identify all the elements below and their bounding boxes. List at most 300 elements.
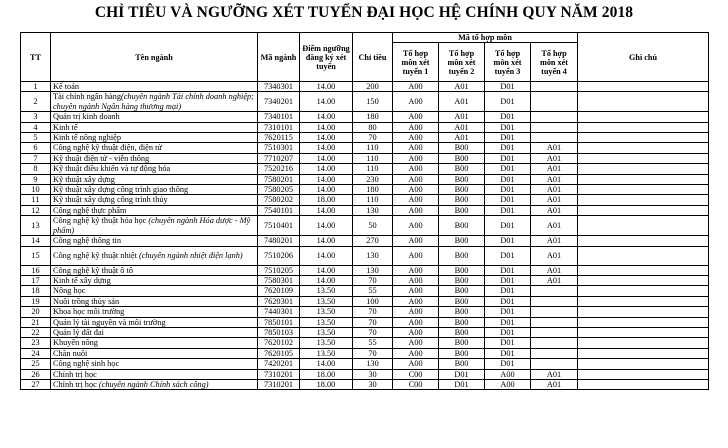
row-ma-nganh: 7540101 bbox=[258, 205, 300, 215]
row-ten-nganh bbox=[51, 369, 258, 379]
header-to-hop-4: Tổ hợp môn xét tuyển 4 bbox=[531, 43, 578, 82]
row-tt: 22 bbox=[21, 327, 51, 337]
table-row bbox=[21, 286, 709, 296]
major-name: Kỹ thuật xây dựng bbox=[53, 174, 115, 184]
row-to-hop-3: D01 bbox=[485, 153, 531, 163]
row-tt: 7 bbox=[21, 153, 51, 163]
major-note: (chuyên ngành Chính sách công) bbox=[98, 379, 209, 389]
row-ghi-chu bbox=[578, 296, 709, 306]
row-tt: 19 bbox=[21, 296, 51, 306]
row-diem-nguong: 13.50 bbox=[300, 327, 353, 337]
row-chi-tieu: 110 bbox=[353, 164, 393, 174]
row-to-hop-1: A00 bbox=[393, 153, 439, 163]
row-ghi-chu bbox=[578, 317, 709, 327]
row-to-hop-4 bbox=[531, 286, 578, 296]
row-tt: 4 bbox=[21, 122, 51, 132]
row-ten-nganh bbox=[51, 317, 258, 327]
row-ma-nganh: 7420201 bbox=[258, 359, 300, 369]
row-ghi-chu bbox=[578, 174, 709, 184]
major-note: (chuyên ngành Tài chính doanh nghiệp; chuyên ngành Ngân hàng thương mại) bbox=[53, 92, 254, 111]
row-ghi-chu bbox=[578, 286, 709, 296]
row-to-hop-3: A00 bbox=[485, 369, 531, 379]
row-ghi-chu bbox=[578, 153, 709, 163]
row-to-hop-2: B00 bbox=[439, 348, 485, 358]
major-name: Kỹ thuật điện tử - viễn thông bbox=[53, 153, 150, 163]
header-to-hop-1: Tổ hợp môn xét tuyển 1 bbox=[393, 43, 439, 82]
row-to-hop-4: A01 bbox=[531, 246, 578, 265]
row-ten-nganh bbox=[51, 307, 258, 317]
row-tt: 25 bbox=[21, 359, 51, 369]
row-diem-nguong: 14.00 bbox=[300, 92, 353, 112]
row-ten-nganh bbox=[51, 296, 258, 306]
row-tt: 12 bbox=[21, 205, 51, 215]
row-diem-nguong: 18.00 bbox=[300, 195, 353, 205]
row-to-hop-1: A00 bbox=[393, 143, 439, 153]
major-name: Khoa học môi trường bbox=[53, 307, 125, 317]
table-row bbox=[21, 275, 709, 285]
row-ma-nganh: 7480201 bbox=[258, 236, 300, 246]
row-to-hop-1: A00 bbox=[393, 307, 439, 317]
table-row bbox=[21, 205, 709, 215]
row-ghi-chu bbox=[578, 348, 709, 358]
table-body bbox=[21, 82, 709, 390]
row-ten-nganh bbox=[51, 174, 258, 184]
row-to-hop-4: A01 bbox=[531, 236, 578, 246]
row-diem-nguong: 14.00 bbox=[300, 112, 353, 122]
row-to-hop-4 bbox=[531, 112, 578, 122]
table-row bbox=[21, 327, 709, 337]
row-to-hop-4: A01 bbox=[531, 275, 578, 285]
admission-table bbox=[20, 32, 709, 390]
row-to-hop-2: B00 bbox=[439, 359, 485, 369]
row-ghi-chu bbox=[578, 143, 709, 153]
row-ma-nganh: 7510301 bbox=[258, 143, 300, 153]
row-to-hop-1: A00 bbox=[393, 286, 439, 296]
row-ma-nganh: 7850101 bbox=[258, 317, 300, 327]
row-ten-nganh bbox=[51, 359, 258, 369]
row-to-hop-4 bbox=[531, 122, 578, 132]
major-name: Quản lý đất đai bbox=[53, 327, 104, 337]
row-ten-nganh bbox=[51, 265, 258, 275]
row-to-hop-4 bbox=[531, 338, 578, 348]
row-ma-nganh: 7310201 bbox=[258, 379, 300, 389]
major-name: Chăn nuôi bbox=[53, 348, 88, 358]
row-to-hop-1: A00 bbox=[393, 327, 439, 337]
table-row bbox=[21, 153, 709, 163]
row-to-hop-3: A00 bbox=[485, 379, 531, 389]
row-ma-nganh: 7310101 bbox=[258, 122, 300, 132]
major-name: Kỹ thuật xây dựng công trình thủy bbox=[53, 195, 168, 205]
row-to-hop-1: A00 bbox=[393, 296, 439, 306]
row-ghi-chu bbox=[578, 359, 709, 369]
row-diem-nguong: 14.00 bbox=[300, 82, 353, 92]
row-tt: 27 bbox=[21, 379, 51, 389]
row-chi-tieu: 110 bbox=[353, 195, 393, 205]
row-ten-nganh bbox=[51, 195, 258, 205]
header-ghi-chu: Ghi chú bbox=[578, 33, 709, 82]
row-ghi-chu bbox=[578, 82, 709, 92]
row-diem-nguong: 14.00 bbox=[300, 236, 353, 246]
row-chi-tieu: 70 bbox=[353, 317, 393, 327]
major-name: Nông học bbox=[53, 286, 86, 296]
row-to-hop-2: B00 bbox=[439, 164, 485, 174]
row-ten-nganh bbox=[51, 338, 258, 348]
row-to-hop-2: D01 bbox=[439, 379, 485, 389]
row-tt: 9 bbox=[21, 174, 51, 184]
row-ma-nganh: 7340301 bbox=[258, 82, 300, 92]
row-to-hop-2: B00 bbox=[439, 317, 485, 327]
major-name: Kinh tế bbox=[53, 122, 78, 132]
row-to-hop-3: D01 bbox=[485, 112, 531, 122]
row-tt: 5 bbox=[21, 133, 51, 143]
row-diem-nguong: 14.00 bbox=[300, 153, 353, 163]
row-to-hop-2: B00 bbox=[439, 307, 485, 317]
row-to-hop-1: A00 bbox=[393, 246, 439, 265]
row-diem-nguong: 14.00 bbox=[300, 185, 353, 195]
header-chi-tieu: Chỉ tiêu bbox=[353, 33, 393, 82]
row-ten-nganh bbox=[51, 216, 258, 236]
row-to-hop-4: A01 bbox=[531, 195, 578, 205]
row-to-hop-2: B00 bbox=[439, 174, 485, 184]
row-tt: 3 bbox=[21, 112, 51, 122]
row-to-hop-1: A00 bbox=[393, 275, 439, 285]
major-name: Quản trị kinh doanh bbox=[53, 112, 120, 122]
row-to-hop-1: A00 bbox=[393, 348, 439, 358]
row-ten-nganh bbox=[51, 164, 258, 174]
row-chi-tieu: 55 bbox=[353, 338, 393, 348]
row-chi-tieu: 70 bbox=[353, 275, 393, 285]
row-to-hop-1: A00 bbox=[393, 82, 439, 92]
row-to-hop-2: B00 bbox=[439, 236, 485, 246]
row-chi-tieu: 150 bbox=[353, 92, 393, 112]
row-ten-nganh bbox=[51, 327, 258, 337]
row-to-hop-3: D01 bbox=[485, 236, 531, 246]
row-chi-tieu: 30 bbox=[353, 379, 393, 389]
row-ma-nganh: 7520216 bbox=[258, 164, 300, 174]
row-diem-nguong: 13.50 bbox=[300, 317, 353, 327]
row-ten-nganh bbox=[51, 246, 258, 265]
header-to-hop-3: Tổ hợp môn xét tuyển 3 bbox=[485, 43, 531, 82]
row-to-hop-3: D01 bbox=[485, 296, 531, 306]
row-to-hop-4: A01 bbox=[531, 369, 578, 379]
row-chi-tieu: 230 bbox=[353, 174, 393, 184]
header-diem-nguong: Điểm ngưỡng đăng ký xét tuyển bbox=[300, 33, 353, 82]
row-ten-nganh bbox=[51, 112, 258, 122]
row-to-hop-3: D01 bbox=[485, 359, 531, 369]
table-row bbox=[21, 174, 709, 184]
row-to-hop-3: D01 bbox=[485, 216, 531, 236]
major-name: Công nghệ kỹ thuật nhiệt bbox=[53, 250, 139, 260]
row-ma-nganh: 7340101 bbox=[258, 112, 300, 122]
row-ghi-chu bbox=[578, 205, 709, 215]
row-ghi-chu bbox=[578, 275, 709, 285]
table-row bbox=[21, 195, 709, 205]
row-tt: 14 bbox=[21, 236, 51, 246]
row-diem-nguong: 14.00 bbox=[300, 143, 353, 153]
table-row bbox=[21, 122, 709, 132]
row-to-hop-4 bbox=[531, 359, 578, 369]
row-tt: 18 bbox=[21, 286, 51, 296]
row-to-hop-4 bbox=[531, 348, 578, 358]
row-tt: 10 bbox=[21, 185, 51, 195]
row-ghi-chu bbox=[578, 216, 709, 236]
row-diem-nguong: 13.50 bbox=[300, 307, 353, 317]
major-name: Công nghệ kỹ thuật ô tô bbox=[53, 265, 133, 275]
row-to-hop-1: A00 bbox=[393, 164, 439, 174]
row-to-hop-4: A01 bbox=[531, 174, 578, 184]
row-to-hop-1: C00 bbox=[393, 369, 439, 379]
row-to-hop-1: A00 bbox=[393, 112, 439, 122]
row-to-hop-1: A00 bbox=[393, 92, 439, 112]
row-to-hop-2: B00 bbox=[439, 185, 485, 195]
row-diem-nguong: 14.00 bbox=[300, 246, 353, 265]
row-to-hop-1: C00 bbox=[393, 379, 439, 389]
row-ghi-chu bbox=[578, 369, 709, 379]
page-title: CHỈ TIÊU VÀ NGƯỠNG XÉT TUYỂN ĐẠI HỌC HỆ CHÍNH QUY NĂM 2018 bbox=[94, 4, 634, 21]
header-tt: TT bbox=[21, 33, 51, 82]
row-ma-nganh: 7620102 bbox=[258, 338, 300, 348]
row-ghi-chu bbox=[578, 195, 709, 205]
row-ghi-chu bbox=[578, 265, 709, 275]
row-tt: 20 bbox=[21, 307, 51, 317]
row-to-hop-1: A00 bbox=[393, 359, 439, 369]
row-ma-nganh: 7620105 bbox=[258, 348, 300, 358]
row-diem-nguong: 13.50 bbox=[300, 296, 353, 306]
row-ghi-chu bbox=[578, 327, 709, 337]
row-ten-nganh bbox=[51, 286, 258, 296]
row-tt: 17 bbox=[21, 275, 51, 285]
major-name: Quản lý tài nguyên và môi trường bbox=[53, 317, 166, 327]
row-to-hop-1: A00 bbox=[393, 174, 439, 184]
row-chi-tieu: 130 bbox=[353, 265, 393, 275]
row-ma-nganh: 7710207 bbox=[258, 153, 300, 163]
row-to-hop-2: A01 bbox=[439, 133, 485, 143]
row-to-hop-4 bbox=[531, 133, 578, 143]
row-to-hop-3: D01 bbox=[485, 246, 531, 265]
row-to-hop-2: B00 bbox=[439, 246, 485, 265]
row-to-hop-2: B00 bbox=[439, 327, 485, 337]
row-tt: 2 bbox=[21, 92, 51, 112]
row-ghi-chu bbox=[578, 133, 709, 143]
row-chi-tieu: 100 bbox=[353, 296, 393, 306]
row-diem-nguong: 18.00 bbox=[300, 369, 353, 379]
row-diem-nguong: 13.50 bbox=[300, 286, 353, 296]
row-to-hop-1: A00 bbox=[393, 205, 439, 215]
table-row bbox=[21, 338, 709, 348]
row-ten-nganh bbox=[51, 348, 258, 358]
row-diem-nguong: 14.00 bbox=[300, 122, 353, 132]
row-to-hop-4: A01 bbox=[531, 265, 578, 275]
major-note: (chuyên ngành Hóa dược - Mỹ phẩm) bbox=[53, 216, 251, 235]
row-chi-tieu: 110 bbox=[353, 153, 393, 163]
major-name: Công nghệ kỹ thuật hóa học bbox=[53, 216, 149, 226]
row-ten-nganh bbox=[51, 379, 258, 389]
major-name: Công nghệ sinh học bbox=[53, 359, 120, 369]
row-to-hop-3: D01 bbox=[485, 82, 531, 92]
table-row bbox=[21, 359, 709, 369]
row-ten-nganh bbox=[51, 205, 258, 215]
row-to-hop-2: B00 bbox=[439, 205, 485, 215]
table-row bbox=[21, 236, 709, 246]
major-name: Tài chính ngân hàng bbox=[53, 92, 121, 102]
row-to-hop-1: A00 bbox=[393, 185, 439, 195]
row-diem-nguong: 14.00 bbox=[300, 275, 353, 285]
row-to-hop-1: A00 bbox=[393, 122, 439, 132]
major-name: Công nghệ thực phẩm bbox=[53, 205, 127, 215]
row-ghi-chu bbox=[578, 379, 709, 389]
row-ten-nganh bbox=[51, 153, 258, 163]
row-to-hop-4 bbox=[531, 92, 578, 112]
row-ghi-chu bbox=[578, 92, 709, 112]
row-tt: 11 bbox=[21, 195, 51, 205]
table-row bbox=[21, 246, 709, 265]
row-ghi-chu bbox=[578, 307, 709, 317]
header-ten-nganh: Tên ngành bbox=[51, 33, 258, 82]
table-row bbox=[21, 379, 709, 389]
header-ma-to-hop: Mã tổ hợp môn bbox=[393, 33, 578, 43]
row-to-hop-2: B00 bbox=[439, 296, 485, 306]
row-to-hop-2: A01 bbox=[439, 112, 485, 122]
row-to-hop-2: D01 bbox=[439, 369, 485, 379]
major-name: Kinh tế nông nghiệp bbox=[53, 133, 121, 143]
row-to-hop-3: D01 bbox=[485, 174, 531, 184]
row-to-hop-4 bbox=[531, 327, 578, 337]
row-to-hop-3: D01 bbox=[485, 327, 531, 337]
row-diem-nguong: 18.00 bbox=[300, 379, 353, 389]
row-ten-nganh bbox=[51, 133, 258, 143]
table-row bbox=[21, 164, 709, 174]
row-to-hop-2: A01 bbox=[439, 92, 485, 112]
major-name: Chính trị học bbox=[53, 369, 97, 379]
row-to-hop-3: D01 bbox=[485, 143, 531, 153]
row-ten-nganh bbox=[51, 122, 258, 132]
row-diem-nguong: 14.00 bbox=[300, 164, 353, 174]
row-tt: 1 bbox=[21, 82, 51, 92]
row-tt: 24 bbox=[21, 348, 51, 358]
row-tt: 23 bbox=[21, 338, 51, 348]
row-ma-nganh: 7620109 bbox=[258, 286, 300, 296]
row-chi-tieu: 55 bbox=[353, 286, 393, 296]
row-to-hop-3: D01 bbox=[485, 164, 531, 174]
row-chi-tieu: 180 bbox=[353, 185, 393, 195]
row-to-hop-3: D01 bbox=[485, 307, 531, 317]
row-to-hop-1: A00 bbox=[393, 317, 439, 327]
row-chi-tieu: 70 bbox=[353, 307, 393, 317]
table-row bbox=[21, 185, 709, 195]
row-ma-nganh: 7620301 bbox=[258, 296, 300, 306]
row-to-hop-4: A01 bbox=[531, 164, 578, 174]
row-to-hop-4: A01 bbox=[531, 205, 578, 215]
row-ghi-chu bbox=[578, 236, 709, 246]
major-name: Công nghệ kỹ thuật điện, điện tử bbox=[53, 143, 162, 153]
table-row bbox=[21, 348, 709, 358]
row-chi-tieu: 70 bbox=[353, 348, 393, 358]
row-to-hop-2: A01 bbox=[439, 82, 485, 92]
major-name: Chính trị học bbox=[53, 379, 99, 389]
major-note: (chuyên ngành nhiệt điện lạnh) bbox=[138, 250, 243, 260]
table-row bbox=[21, 317, 709, 327]
row-ma-nganh: 7580202 bbox=[258, 195, 300, 205]
row-ma-nganh: 7580205 bbox=[258, 185, 300, 195]
row-to-hop-1: A00 bbox=[393, 236, 439, 246]
row-chi-tieu: 270 bbox=[353, 236, 393, 246]
row-to-hop-3: D01 bbox=[485, 92, 531, 112]
row-to-hop-2: B00 bbox=[439, 265, 485, 275]
row-diem-nguong: 14.00 bbox=[300, 359, 353, 369]
row-to-hop-4 bbox=[531, 307, 578, 317]
row-ma-nganh: 7510401 bbox=[258, 216, 300, 236]
table-row bbox=[21, 92, 709, 112]
header-to-hop-2: Tổ hợp môn xét tuyển 2 bbox=[439, 43, 485, 82]
row-chi-tieu: 130 bbox=[353, 246, 393, 265]
row-tt: 8 bbox=[21, 164, 51, 174]
table-row bbox=[21, 216, 709, 236]
major-name: Kinh tế xây dựng bbox=[53, 275, 111, 285]
row-to-hop-3: D01 bbox=[485, 286, 531, 296]
row-to-hop-1: A00 bbox=[393, 133, 439, 143]
row-tt: 6 bbox=[21, 143, 51, 153]
row-ma-nganh: 7440301 bbox=[258, 307, 300, 317]
row-to-hop-3: D01 bbox=[485, 185, 531, 195]
row-to-hop-4 bbox=[531, 317, 578, 327]
row-ma-nganh: 7580301 bbox=[258, 275, 300, 285]
row-to-hop-2: B00 bbox=[439, 153, 485, 163]
row-diem-nguong: 14.00 bbox=[300, 133, 353, 143]
row-diem-nguong: 14.00 bbox=[300, 265, 353, 275]
major-name: Kỹ thuật xây dựng công trình giao thông bbox=[53, 185, 189, 195]
row-to-hop-4 bbox=[531, 296, 578, 306]
row-to-hop-4: A01 bbox=[531, 143, 578, 153]
row-ghi-chu bbox=[578, 112, 709, 122]
row-to-hop-1: A00 bbox=[393, 338, 439, 348]
row-to-hop-3: D01 bbox=[485, 205, 531, 215]
row-tt: 26 bbox=[21, 369, 51, 379]
row-to-hop-4: A01 bbox=[531, 216, 578, 236]
row-ten-nganh bbox=[51, 275, 258, 285]
row-to-hop-1: A00 bbox=[393, 195, 439, 205]
row-to-hop-1: A00 bbox=[393, 265, 439, 275]
row-chi-tieu: 180 bbox=[353, 112, 393, 122]
major-name: Kế toán bbox=[53, 82, 80, 91]
row-chi-tieu: 130 bbox=[353, 359, 393, 369]
row-to-hop-2: B00 bbox=[439, 216, 485, 236]
row-ma-nganh: 7310201 bbox=[258, 369, 300, 379]
row-tt: 13 bbox=[21, 216, 51, 236]
row-to-hop-2: B00 bbox=[439, 286, 485, 296]
row-chi-tieu: 70 bbox=[353, 133, 393, 143]
row-to-hop-2: B00 bbox=[439, 143, 485, 153]
row-chi-tieu: 50 bbox=[353, 216, 393, 236]
row-to-hop-4: A01 bbox=[531, 153, 578, 163]
table-row bbox=[21, 265, 709, 275]
row-diem-nguong: 14.00 bbox=[300, 174, 353, 184]
row-tt: 16 bbox=[21, 265, 51, 275]
row-to-hop-3: D01 bbox=[485, 348, 531, 358]
major-name: Nuôi trồng thủy sản bbox=[53, 296, 120, 306]
row-to-hop-4: A01 bbox=[531, 185, 578, 195]
row-ten-nganh bbox=[51, 185, 258, 195]
major-name: Công nghệ thông tin bbox=[53, 236, 121, 246]
table-row bbox=[21, 143, 709, 153]
row-ten-nganh bbox=[51, 92, 258, 112]
row-to-hop-2: B00 bbox=[439, 338, 485, 348]
row-chi-tieu: 110 bbox=[353, 143, 393, 153]
row-to-hop-4 bbox=[531, 82, 578, 92]
row-to-hop-3: D01 bbox=[485, 317, 531, 327]
table-row bbox=[21, 307, 709, 317]
table-row bbox=[21, 112, 709, 122]
table-row bbox=[21, 133, 709, 143]
